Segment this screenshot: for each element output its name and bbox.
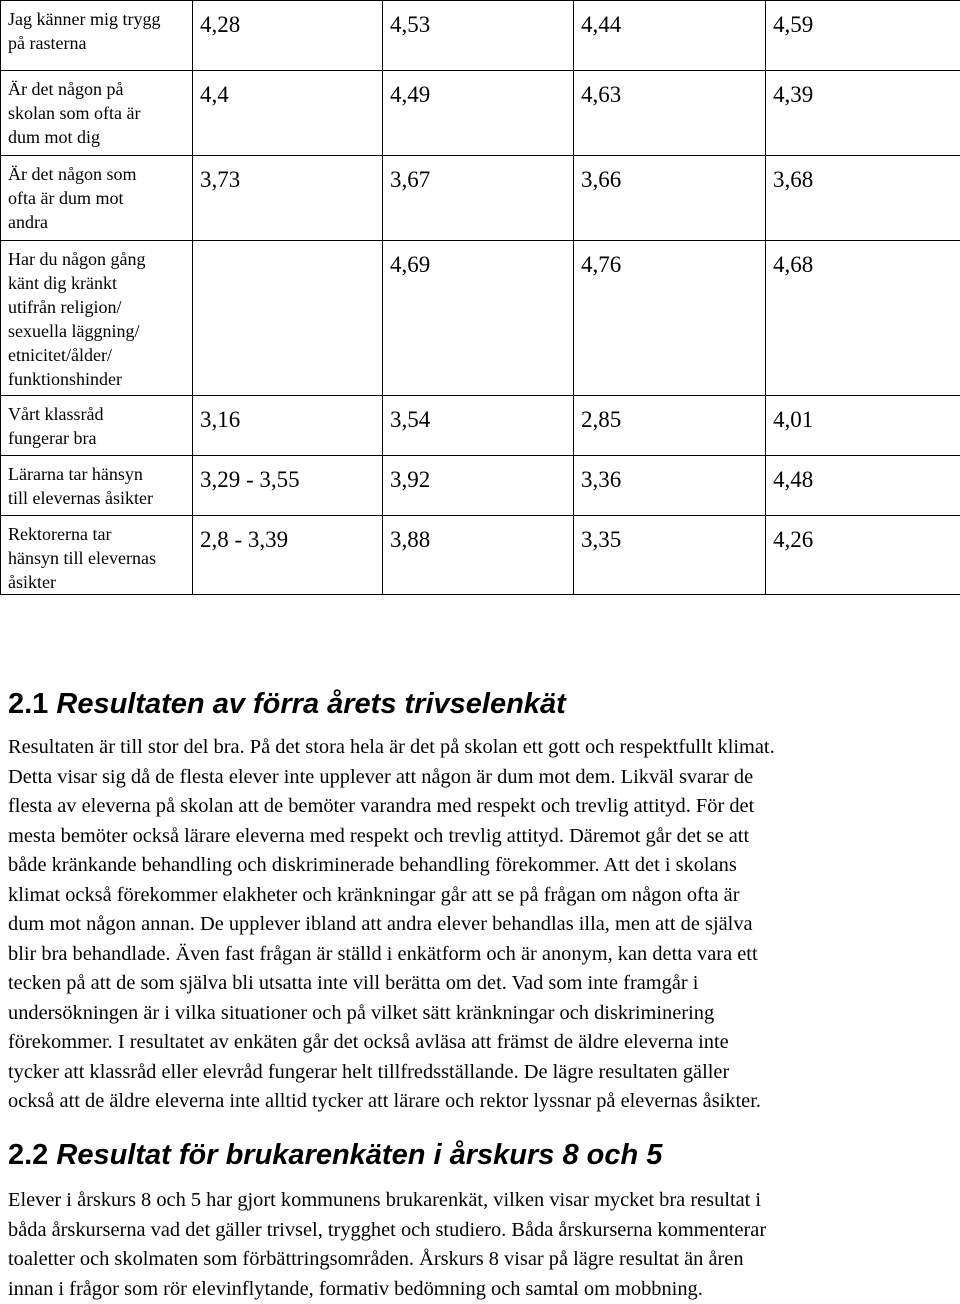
row-label-line: utifrån religion/ bbox=[8, 297, 122, 317]
value-cell bbox=[193, 241, 383, 396]
value-cell bbox=[383, 396, 574, 456]
row-label-line: sexuella läggning/ bbox=[8, 321, 140, 341]
cell-value: 3,67 bbox=[390, 167, 431, 192]
table-row bbox=[1, 71, 960, 156]
row-label bbox=[1, 516, 193, 595]
row-label-line: Är det någon som bbox=[8, 164, 137, 184]
cell-value: 4,28 bbox=[200, 12, 241, 37]
cell-value: 4,53 bbox=[390, 12, 431, 37]
row-label-line: funktionshinder bbox=[8, 369, 122, 389]
paragraph-line: både kränkande behandling och diskriminerade behandling förekommer. Att det i skolans bbox=[8, 854, 737, 876]
section-heading-2-1: 2.1 Resultaten av förra årets trivselenkät bbox=[8, 688, 566, 720]
value-cell bbox=[193, 71, 383, 156]
paragraph-line: båda årskurserna vad det gäller trivsel, trygghet och studiero. Båda årskurserna kommenterar bbox=[8, 1218, 767, 1241]
value-cell bbox=[766, 516, 960, 595]
value-cell bbox=[574, 241, 766, 396]
row-label-line: Lärarna tar hänsyn bbox=[8, 464, 143, 484]
cell-value: 3,36 bbox=[581, 467, 622, 492]
row-label-line: åsikter bbox=[8, 572, 56, 592]
value-cell bbox=[383, 71, 574, 156]
cell-value: 3,54 bbox=[390, 407, 431, 432]
value-cell bbox=[574, 1, 766, 71]
cell-value: 3,73 bbox=[200, 167, 241, 192]
value-cell bbox=[574, 456, 766, 516]
cell-value: 4,48 bbox=[773, 467, 814, 492]
row-label-line: hänsyn till elevernas bbox=[8, 548, 156, 568]
paragraph-line: tycker att klassråd eller elevråd fungerar helt tillfredsställande. De lägre resultaten gäller bbox=[8, 1060, 730, 1083]
paragraph-line: flesta av eleverna på skolan att de bemöter varandra med respekt och trevlig attityd. För det bbox=[8, 795, 755, 817]
value-cell bbox=[574, 156, 766, 241]
cell-value: 3,66 bbox=[581, 167, 622, 192]
cell-value: 4,39 bbox=[773, 82, 814, 107]
row-label-line: etnicitet/ålder/ bbox=[8, 345, 112, 365]
cell-value: 4,69 bbox=[390, 252, 431, 277]
row-label bbox=[1, 1, 193, 71]
section-heading-2-2: 2.2 Resultat för brukarenkäten i årskurs 8 och 5 bbox=[8, 1139, 663, 1171]
cell-value: 3,92 bbox=[390, 467, 431, 492]
cell-value: 4,4 bbox=[200, 82, 229, 107]
cell-value: 2,85 bbox=[581, 407, 622, 432]
paragraph-line: klimat också förekommer elakheter och kränkningar går att se på frågan om någon ofta är bbox=[8, 883, 740, 906]
paragraph-line: också att de äldre eleverna inte alltid tycker att lärare och rektor lyssnar på elevernas åsikter. bbox=[8, 1090, 761, 1112]
row-label-line: Är det någon på bbox=[8, 79, 124, 99]
value-cell bbox=[766, 456, 960, 516]
row-label-line: känt dig kränkt bbox=[8, 273, 117, 293]
paragraph-line: toaletter och skolmaten som förbättringsområden. Årskurs 8 visar på lägre resultat än åren bbox=[8, 1248, 744, 1270]
cell-value: 3,35 bbox=[581, 527, 622, 552]
section-2-2-paragraph bbox=[8, 1186, 956, 1304]
value-cell bbox=[383, 516, 574, 595]
row-label-line: dum mot dig bbox=[8, 127, 101, 147]
paragraph-line: Resultaten är till stor del bra. På det stora hela är det på skolan ett gott och respektfullt klimat. bbox=[8, 736, 775, 758]
row-label-line: Vårt klassråd bbox=[8, 404, 104, 424]
row-label-line: Jag känner mig trygg bbox=[8, 9, 161, 29]
paragraph-line: dum mot någon annan. De upplever ibland att andra elever behandlas illa, men att de själva bbox=[8, 913, 753, 935]
value-cell bbox=[193, 156, 383, 241]
cell-value: 3,29 - 3,55 bbox=[200, 467, 300, 492]
cell-value: 3,16 bbox=[200, 407, 241, 432]
value-cell bbox=[574, 71, 766, 156]
row-label bbox=[1, 156, 193, 241]
cell-value: 2,8 - 3,39 bbox=[200, 527, 289, 552]
cell-value: 4,01 bbox=[773, 407, 814, 432]
row-label-line: Rektorerna tar bbox=[8, 524, 112, 544]
row-label-line: ofta är dum mot bbox=[8, 188, 124, 208]
table-row bbox=[1, 456, 960, 516]
row-label-line: fungerar bra bbox=[8, 428, 97, 448]
table-row bbox=[1, 396, 960, 456]
value-cell bbox=[193, 456, 383, 516]
row-label bbox=[1, 71, 193, 156]
row-label-line: Har du någon gång bbox=[8, 249, 146, 269]
table-row bbox=[1, 156, 960, 241]
value-cell bbox=[574, 516, 766, 595]
section-2-1-paragraph bbox=[8, 733, 956, 1117]
results-table bbox=[0, 0, 960, 595]
table-row bbox=[1, 241, 960, 396]
paragraph-line: blir bra behandlade. Även fast frågan är ställd i enkätform och är anonym, kan detta vara ett bbox=[8, 942, 758, 965]
row-label-line: på rasterna bbox=[8, 33, 87, 53]
paragraph-line: undersökningen är i vilka situationer och på vilket sätt kränkningar och diskriminering bbox=[8, 1001, 715, 1024]
paragraph-line: tecken på att de som själva bli utsatta inte vill berätta om det. Vad som inte framgår i bbox=[8, 972, 699, 994]
value-cell bbox=[766, 156, 960, 241]
paragraph-line: förekommer. I resultatet av enkäten går det också avläsa att främst de äldre eleverna inte bbox=[8, 1031, 729, 1053]
paragraph-line: Detta visar sig då de flesta elever inte upplever att någon är dum mot dem. Likväl svarar de bbox=[8, 765, 754, 788]
paragraph-line: innan i frågor som rör elevinflytande, formativ bedömning och samtal om mobbning. bbox=[8, 1277, 703, 1300]
cell-value: 3,68 bbox=[773, 167, 814, 192]
cell-value: 4,59 bbox=[773, 12, 814, 37]
value-cell bbox=[766, 396, 960, 456]
row-label-line: skolan som ofta är bbox=[8, 103, 141, 123]
table-row bbox=[1, 1, 960, 71]
value-cell bbox=[383, 156, 574, 241]
cell-value: 3,88 bbox=[390, 527, 431, 552]
cell-value: 4,26 bbox=[773, 527, 814, 552]
cell-value: 4,76 bbox=[581, 252, 622, 277]
paragraph-line: mesta bemöter också lärare eleverna med respekt och trevlig attityd. Däremot går det se att bbox=[8, 824, 750, 847]
value-cell bbox=[383, 241, 574, 396]
row-label bbox=[1, 396, 193, 456]
paragraph-line: Elever i årskurs 8 och 5 har gjort kommunens brukarenkät, vilken visar mycket bra resultat i bbox=[8, 1189, 762, 1211]
cell-value: 4,63 bbox=[581, 82, 622, 107]
cell-value: 4,49 bbox=[390, 82, 431, 107]
row-label bbox=[1, 456, 193, 516]
value-cell bbox=[574, 396, 766, 456]
value-cell bbox=[193, 1, 383, 71]
value-cell bbox=[766, 71, 960, 156]
value-cell bbox=[766, 241, 960, 396]
row-label-line: till elevernas åsikter bbox=[8, 488, 153, 508]
cell-value: 4,44 bbox=[581, 12, 622, 37]
value-cell bbox=[193, 396, 383, 456]
value-cell bbox=[193, 516, 383, 595]
cell-value: 4,68 bbox=[773, 252, 814, 277]
value-cell bbox=[383, 1, 574, 71]
row-label-line: andra bbox=[8, 212, 48, 232]
row-label bbox=[1, 241, 193, 396]
value-cell bbox=[766, 1, 960, 71]
value-cell bbox=[383, 456, 574, 516]
results-table-body bbox=[1, 1, 960, 595]
table-row bbox=[1, 516, 960, 595]
